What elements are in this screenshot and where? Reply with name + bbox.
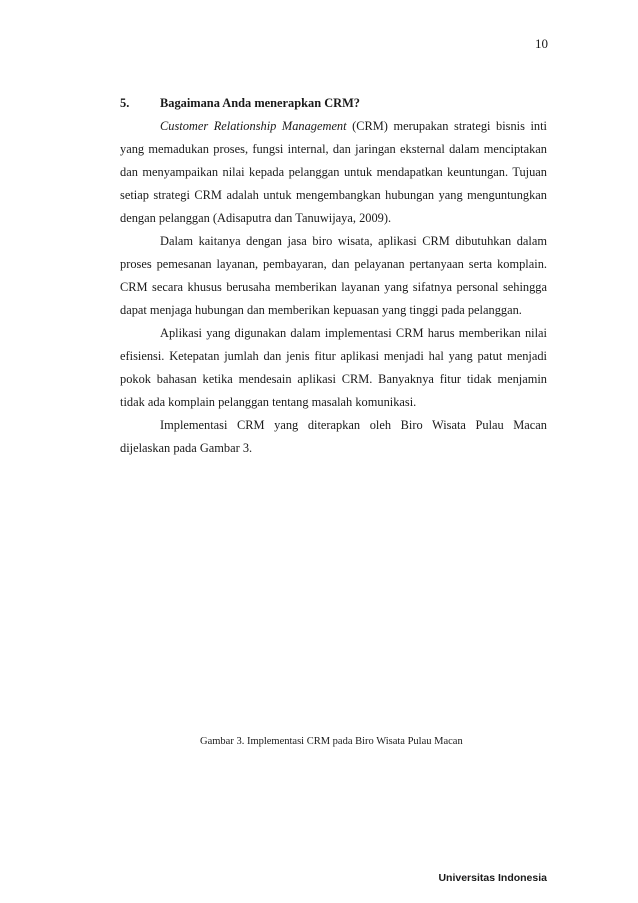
paragraph-text: (CRM) merupakan strategi bisnis inti yang memadukan proses, fungsi internal, dan jaringan eksternal dalam menciptakan dan menyampaikan nilai kepada pelanggan untuk mendapatkan keuntungan. Tujuan setiap strategi CRM adalah untuk mengembangkan hubungan yang menguntungkan dengan pelanggan (Adisaputra dan Tanuwijaya, 2009). <box>120 119 547 225</box>
paragraph-travel-agency: Dalam kaitanya dengan jasa biro wisata, aplikasi CRM dibutuhkan dalam proses pemesanan layanan, pembayaran, dan pelayanan pertanyaan serta komplain. CRM secara khusus berusaha memberikan layanan yang sifatnya personal sehingga dapat menjaga hubungan dan memberikan kepuasan yang tinggi pada pelanggan. <box>120 234 547 317</box>
section-title: Bagaimana Anda menerapkan CRM? <box>160 96 360 110</box>
section-number: 5. <box>120 96 130 110</box>
paragraph-efficiency: Aplikasi yang digunakan dalam implementasi CRM harus memberikan nilai efisiensi. Ketepatan jumlah dan jenis fitur aplikasi menjadi hal yang patut menjadi pokok bahasan ketika mendesain aplikasi CRM. Banyaknya fitur tidak menjamin tidak ada komplain pelanggan tentang masalah komunikasi. <box>120 326 547 409</box>
page-number: 10 <box>535 36 548 51</box>
section-heading <box>120 92 547 115</box>
paragraph-crm-definition <box>120 115 547 230</box>
paragraph-implementation: Implementasi CRM yang diterapkan oleh Biro Wisata Pulau Macan dijelaskan pada Gambar 3. <box>120 418 547 455</box>
footer-institution: Universitas Indonesia <box>438 872 547 884</box>
body-content <box>120 92 547 460</box>
italic-term: Customer Relationship Management <box>160 119 347 133</box>
figure-caption: Gambar 3. Implementasi CRM pada Biro Wisata Pulau Macan <box>200 736 463 747</box>
